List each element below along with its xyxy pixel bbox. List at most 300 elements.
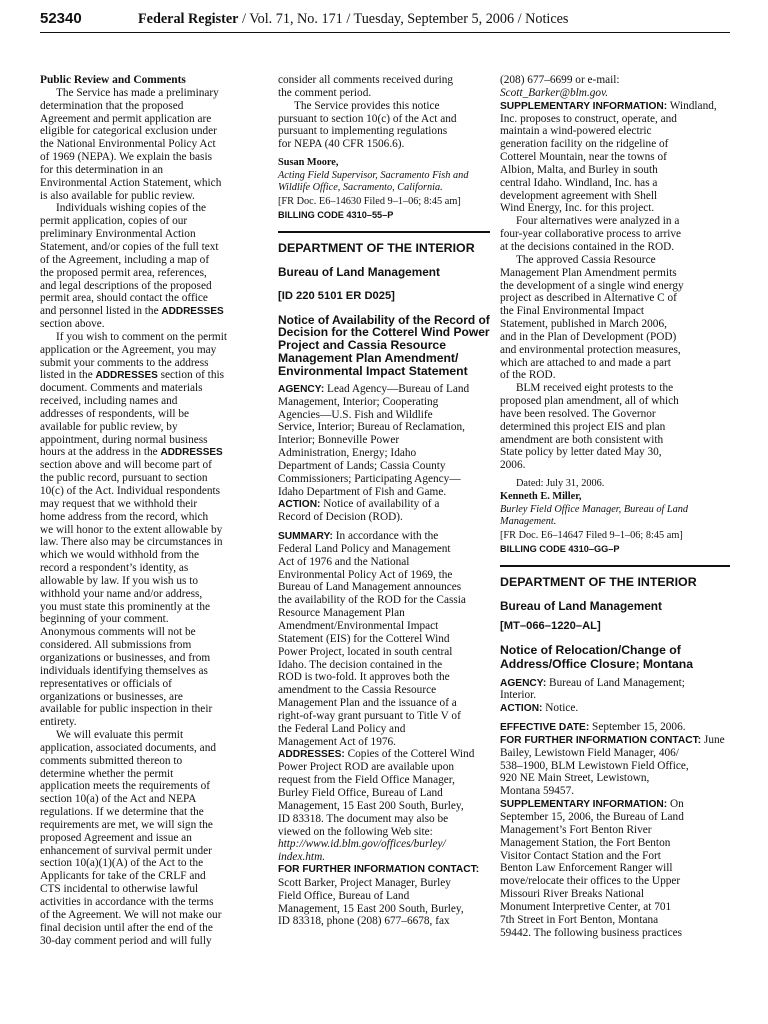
- summary-text-line: ROD is two-fold. It approves both the: [278, 671, 450, 684]
- text-run: the public record, pursuant to section: [40, 472, 208, 485]
- agency-text-line: Interior; Bonneville Power: [278, 434, 400, 447]
- body-line: [500, 138, 730, 151]
- addresses-url[interactable]: http://www.id.blm.gov/offices/burley/: [278, 838, 446, 851]
- further-info-text-line: Management, 15 East 200 South, Burley,: [278, 902, 464, 915]
- addresses-text-line: viewed on the following Web site:: [278, 825, 433, 838]
- text-run: have been resolved. The Governor: [500, 407, 656, 420]
- contact-email[interactable]: Scott_Barker@blm.gov.: [500, 86, 609, 99]
- agency-label: AGENCY:: [278, 383, 325, 395]
- body-line: [40, 883, 267, 896]
- body-line: [500, 318, 730, 331]
- section-divider: [500, 565, 730, 567]
- summary-text-line: Act of 1976 and the National: [278, 555, 410, 568]
- addresses-block: [278, 748, 490, 864]
- agency-text-line: Idaho Department of Fish and Game.: [278, 485, 447, 498]
- text-run: beginning of your comment.: [40, 613, 169, 626]
- body-line: [40, 472, 267, 485]
- text-run: maintain a wind-powered electric: [500, 125, 652, 138]
- body-line: [40, 806, 267, 819]
- signer-title-line: Wildlife Office, Sacramento, California.: [278, 181, 443, 193]
- body-line: [500, 408, 730, 421]
- summary-label: SUMMARY:: [278, 531, 333, 543]
- summary-text-line: the Federal Land Policy and: [278, 722, 406, 735]
- text-run: Statement, and/or copies of the full text: [40, 240, 219, 253]
- text-run: available for public inspection in their: [40, 703, 213, 716]
- body-line: [40, 536, 267, 549]
- text-run: appointment, during normal business: [40, 433, 208, 446]
- body-line: [40, 832, 267, 845]
- body-line: 59442. The following business practices: [500, 926, 683, 939]
- summary-text-line: Statement (EIS) for the Cotterel Wind: [278, 632, 450, 645]
- cross-reference: ADDRESSES: [95, 370, 158, 382]
- text-run: addresses of respondents, will be: [40, 407, 190, 420]
- body-line: [40, 254, 267, 267]
- body-line: [40, 395, 267, 408]
- body-line: [500, 369, 730, 382]
- body-line: [500, 395, 730, 408]
- text-run: section above and will become part of: [40, 459, 212, 472]
- text-run: may request that we withhold their: [40, 497, 198, 510]
- notice-title: [500, 643, 730, 671]
- body-line: [40, 190, 267, 203]
- body-line: [500, 382, 730, 395]
- text-run: Anonymous comments will not be: [40, 626, 196, 639]
- body-line: [40, 703, 267, 716]
- text-run: we will honor to the extent allowable by: [40, 523, 223, 536]
- body-line: [40, 716, 267, 729]
- body-line: [500, 421, 730, 434]
- text-run: of the ROD.: [500, 369, 556, 382]
- text-run: Inc. proposes to construct, operate, and: [500, 112, 677, 125]
- text-run: and environmental protection measures,: [500, 343, 681, 356]
- action-text: Notice of availability of a: [320, 498, 440, 511]
- fr-doc: [FR Doc. E6–14647 Filed 9–1–06; 8:45 am]: [500, 529, 683, 541]
- body-line: [40, 935, 267, 948]
- body-line: [40, 588, 267, 601]
- effective-date-label: EFFECTIVE DATE:: [500, 722, 590, 734]
- body-line: move/relocate their offices to the Upper: [500, 875, 681, 888]
- body-line: [40, 909, 267, 922]
- text-run: 2006.: [500, 459, 526, 472]
- summary-text-line: Management Act of 1976.: [278, 735, 396, 748]
- body-line: [40, 215, 267, 228]
- column-3: [500, 74, 730, 939]
- text-run: of the Agreement. We will not make our: [40, 908, 222, 921]
- publication-name: Federal Register: [138, 11, 239, 27]
- text-run: hours at the address in the: [40, 446, 161, 459]
- body-line: [40, 292, 267, 305]
- billing-code: BILLING CODE 4310–GG–P: [500, 543, 620, 554]
- body-line: [500, 357, 730, 370]
- body-line: [40, 241, 267, 254]
- body-line: [40, 344, 267, 357]
- text-run: organizations or businesses, and from: [40, 651, 211, 664]
- summary-text: In accordance with the: [332, 530, 439, 543]
- text-run: central Idaho. Windland, Inc. has a: [500, 176, 658, 189]
- body-line: [40, 408, 267, 421]
- text-run: representatives or officials of: [40, 677, 172, 690]
- docket-number: [ID 220 5101 ER D025]: [278, 289, 395, 302]
- text-run: determination that the proposed: [40, 99, 184, 112]
- text-run: pursuant to section 10(c) of the Act and: [278, 112, 457, 125]
- text-run: section 10(a)(1)(A) of the Act to the: [40, 857, 204, 870]
- text-run: The approved Cassia Resource: [516, 253, 656, 266]
- body-line: [278, 113, 490, 126]
- text-run: project as described in Alternative C of: [500, 292, 677, 305]
- body-line: [40, 267, 267, 280]
- body-line: 7th Street in Fort Benton, Montana: [500, 913, 659, 926]
- column-2-intro: [278, 74, 490, 151]
- body-line: [40, 113, 267, 126]
- body-line: [500, 215, 730, 228]
- text-run: section above.: [40, 318, 105, 331]
- further-info-text-line: Scott Barker, Project Manager, Burley: [278, 876, 451, 889]
- header-rule: [40, 32, 730, 33]
- body-line: [40, 549, 267, 562]
- body-line: [500, 113, 730, 126]
- signer-title: [500, 504, 730, 528]
- body-line: [40, 626, 267, 639]
- page-header: [40, 10, 730, 32]
- text-run: Cotterel Mountain, near the towns of: [500, 151, 667, 164]
- agency-block: [278, 383, 490, 499]
- signer-name: Kenneth E. Miller,: [500, 491, 582, 502]
- body-line: [40, 755, 267, 768]
- bureau-name: Bureau of Land Management: [278, 264, 440, 279]
- body-line: [40, 421, 267, 434]
- body-line: [500, 434, 730, 447]
- body-line: [40, 639, 267, 652]
- addresses-text-line: request from the Field Office Manager,: [278, 774, 455, 787]
- text-run: Wind Energy, Inc. for this project.: [500, 202, 655, 215]
- text-run: The Service provides this notice: [294, 99, 440, 112]
- body-line: [500, 125, 730, 138]
- supplementary-text: Windland,: [667, 99, 717, 112]
- body-line: [278, 138, 490, 151]
- body-line: [278, 74, 490, 87]
- body-line: [500, 190, 730, 203]
- body-line: Visitor Contact Station and the Fort: [500, 849, 661, 862]
- further-info-block: [278, 864, 490, 928]
- text-run: the National Environmental Policy Act: [40, 138, 216, 151]
- notice-title-line: Management Plan Amendment/: [278, 351, 459, 366]
- text-run: Statement, published in March 2006,: [500, 318, 667, 331]
- agency-text-line: Commissioners; Participating Agency—: [278, 472, 461, 485]
- notice-title-line: Address/Office Closure; Montana: [500, 656, 694, 671]
- dated-line: Dated: July 31, 2006.: [516, 478, 605, 490]
- text-run: BLM received eight protests to the: [516, 382, 674, 395]
- body-line: [500, 241, 730, 254]
- body-line: [40, 562, 267, 575]
- action-label: ACTION:: [500, 703, 543, 715]
- text-run: Individuals wishing copies of the: [56, 202, 206, 215]
- body-line: [40, 665, 267, 678]
- body-line: [40, 793, 267, 806]
- text-run: State policy by letter dated May 30,: [500, 446, 662, 459]
- body-line: [40, 780, 267, 793]
- body-line: [40, 280, 267, 293]
- text-run: application meets the requirements of: [40, 780, 211, 793]
- body-line: [40, 498, 267, 511]
- text-run: the proposed permit area, references,: [40, 266, 207, 279]
- text-run: proposed Agreement and issue an: [40, 831, 192, 844]
- body-line: [40, 870, 267, 883]
- body-line: [40, 459, 267, 472]
- body-line: [500, 254, 730, 267]
- text-run: of 1969 (NEPA). We explain the basis: [40, 151, 212, 164]
- addresses-text-line: Burley Field Office, Bureau of Land: [278, 786, 443, 799]
- addresses-text-line: ID 83318. The document may also be: [278, 812, 449, 825]
- body-line: [40, 524, 267, 537]
- bureau-name: Bureau of Land Management: [500, 598, 662, 613]
- supplementary-text: On: [667, 798, 684, 811]
- action-text-line: Record of Decision (ROD).: [278, 511, 403, 524]
- text-run: eligible for categorical exclusion under: [40, 125, 217, 138]
- issue-info: / Vol. 71, No. 171 / Tuesday, September 5, 2006 / Notices: [238, 11, 569, 27]
- text-run: proposed plan amendment, all of which: [500, 395, 679, 408]
- text-run: the Final Environmental Impact: [500, 305, 644, 318]
- supplementary-label: SUPPLEMENTARY INFORMATION:: [500, 799, 668, 811]
- signer-name: Susan Moore,: [278, 157, 339, 169]
- body-line: [40, 678, 267, 691]
- body-line: [40, 125, 267, 138]
- body-line: [500, 228, 730, 241]
- body-line: [40, 845, 267, 858]
- summary-text-line: the availability of the ROD for the Cassia: [278, 594, 466, 607]
- department-name: DEPARTMENT OF THE INTERIOR: [278, 240, 475, 255]
- text-run: permit application, copies of our: [40, 215, 188, 228]
- text-run: is also available for public review.: [40, 189, 195, 202]
- text-run: of the Agreement, including a map of: [40, 253, 210, 266]
- text-run: preliminary Environmental Action: [40, 228, 196, 241]
- agency-text-line: Agencies—U.S. Fish and Wildlife: [278, 408, 433, 421]
- addresses-label: ADDRESSES:: [278, 749, 345, 761]
- text-run: received, including names and: [40, 395, 178, 408]
- text-run: We will evaluate this permit: [56, 729, 184, 742]
- body-line: [278, 87, 490, 100]
- action-text: Notice.: [542, 702, 579, 715]
- body-line: [500, 459, 730, 472]
- body-line: [40, 228, 267, 241]
- text-run: application, associated documents, and: [40, 741, 216, 754]
- addresses-text: Copies of the Cotterel Wind: [344, 748, 475, 761]
- notice-title-line: Notice of Relocation/Change of: [500, 642, 681, 657]
- text-run: generation facility on the ridgeline of: [500, 138, 669, 151]
- text-run: submit your comments to the address: [40, 356, 209, 369]
- body-line: [40, 177, 267, 190]
- text-run: the comment period.: [278, 86, 372, 99]
- text-run: organizations or businesses, are: [40, 690, 183, 703]
- signer-title-line: Acting Field Supervisor, Sacramento Fish and: [278, 169, 469, 181]
- body-line: [40, 100, 267, 113]
- summary-text-line: Idaho. The decision contained in the: [278, 658, 443, 671]
- further-info-text: June: [701, 733, 725, 746]
- notice-title-line: Notice of Availability of the Record of: [278, 312, 490, 327]
- agency-text-line: Management, Interior; Cooperating: [278, 395, 439, 408]
- summary-text-line: Resource Management Plan: [278, 607, 405, 620]
- page-number: 52340: [40, 10, 82, 27]
- running-head: [138, 11, 568, 28]
- summary-block: [278, 530, 490, 748]
- cross-reference: ADDRESSES: [160, 447, 223, 459]
- text-run: home address from the record, which: [40, 510, 209, 523]
- text-run: allowable by law. If you wish us to: [40, 574, 199, 587]
- body-line: [40, 202, 267, 215]
- text-run: 10(c) of the Act. Individual respondents: [40, 485, 221, 497]
- text-run: Agreement and permit application are: [40, 112, 212, 125]
- notice-title-line: Project and Cassia Resource: [278, 338, 446, 353]
- further-info-text-line: 920 NE Main Street, Lewistown,: [500, 772, 650, 785]
- body-line: [40, 87, 267, 100]
- text-run: comments submitted thereon to: [40, 754, 183, 767]
- text-run: listed in the: [40, 369, 96, 382]
- agency-text: Bureau of Land Management;: [546, 676, 685, 689]
- addresses-text-line: Management, 15 East 200 South, Burley,: [278, 799, 464, 812]
- body-line: [40, 369, 267, 382]
- summary-text-line: Management Plan and the issuance of a: [278, 697, 457, 710]
- text-run: which we would withhold from the: [40, 549, 200, 562]
- body-line: [40, 485, 267, 498]
- body-line: [40, 896, 267, 909]
- text-run: The Service has made a preliminary: [56, 86, 219, 99]
- section-heading: Public Review and Comments: [40, 74, 186, 86]
- further-info-text-line: 538–1900, BLM Lewistown Field Office,: [500, 759, 689, 772]
- agency-text-line: Administration, Energy; Idaho: [278, 447, 417, 460]
- body-line: [40, 742, 267, 755]
- text-run: and in the Plan of Development (POD): [500, 330, 677, 343]
- agency-text: Lead Agency—Bureau of Land: [324, 382, 470, 395]
- body-line: [500, 331, 730, 344]
- body-line: [500, 292, 730, 305]
- text-run: amendment are both consistent with: [500, 433, 664, 446]
- addresses-url[interactable]: index.htm.: [278, 851, 326, 864]
- body-line: [40, 151, 267, 164]
- text-run: final decision until after the end of the: [40, 921, 213, 934]
- body-line: [40, 922, 267, 935]
- text-run: and personnel listed in the: [40, 305, 162, 318]
- text-run: permit area, should contact the office: [40, 292, 208, 305]
- text-run: determine whether the permit: [40, 767, 174, 780]
- body-line: [40, 357, 267, 370]
- text-run: record a respondent’s identity, as: [40, 562, 189, 575]
- body-line: [40, 382, 267, 395]
- further-info-label: FOR FURTHER INFORMATION CONTACT:: [278, 864, 480, 876]
- body-line: September 15, 2006, the Bureau of Land: [500, 810, 684, 823]
- summary-text-line: Power Project, located in south central: [278, 645, 453, 658]
- text-run: document. Comments and materials: [40, 382, 203, 395]
- further-info-text-line: Bailey, Lewistown Field Manager, 406/: [500, 746, 679, 759]
- text-run: you must state this prominently at the: [40, 600, 211, 613]
- agency-label: AGENCY:: [500, 677, 547, 689]
- billing-code: BILLING CODE 4310–55–P: [278, 209, 394, 220]
- text-run: section of this: [157, 369, 225, 382]
- further-info-text-line: ID 83318, phone (208) 677–6678, fax: [278, 915, 450, 928]
- body-line: [40, 729, 267, 742]
- body-line: [500, 280, 730, 293]
- summary-text-line: Environmental Policy Act of 1969, the: [278, 568, 453, 581]
- text-run: considered. All submissions from: [40, 639, 192, 652]
- signer-title-line: Management.: [500, 515, 557, 527]
- text-run: CTS incidental to otherwise lawful: [40, 883, 199, 896]
- body-line: [40, 857, 267, 870]
- text-run: entirety.: [40, 716, 77, 729]
- text-run: Four alternatives were analyzed in a: [516, 215, 680, 228]
- text-run: individuals identifying themselves as: [40, 664, 208, 677]
- text-run: If you wish to comment on the permit: [56, 330, 227, 343]
- text-run: available for public review, by: [40, 420, 178, 433]
- body-line: [40, 819, 267, 832]
- column-1: [40, 74, 267, 947]
- column-2: [278, 74, 490, 928]
- body-line: [40, 511, 267, 524]
- text-run: for this determination in an: [40, 163, 163, 176]
- text-run: four-year collaborative process to arrive: [500, 228, 682, 241]
- text-run: activities in accordance with the terms: [40, 896, 214, 908]
- body-line: [40, 691, 267, 704]
- agency-text-line: Service, Interior; Bureau of Reclamation,: [278, 421, 465, 434]
- body-line: [500, 202, 730, 215]
- action-label: ACTION:: [278, 499, 321, 511]
- further-info-label: FOR FURTHER INFORMATION CONTACT:: [500, 734, 702, 746]
- text-run: withhold your name and/or address,: [40, 587, 203, 600]
- body-line: Management’s Fort Benton River: [500, 823, 652, 836]
- body-line: [40, 446, 267, 459]
- text-run: requirements are met, we will sign the: [40, 818, 213, 831]
- body-line: [40, 164, 267, 177]
- agency-text-line: Department of Lands; Cassia County: [278, 459, 446, 472]
- text-run: and legal descriptions of the proposed: [40, 279, 212, 292]
- contact-line: (208) 677–6699 or e-mail:: [500, 74, 620, 86]
- body-line: [40, 601, 267, 614]
- notice-title-line: Decision for the Cotterel Wind Power: [278, 325, 490, 340]
- body-line: [40, 613, 267, 626]
- section-divider: [278, 231, 490, 233]
- body-line: [40, 305, 267, 318]
- text-run: regulations. If we determine that the: [40, 806, 204, 819]
- body-line: [40, 652, 267, 665]
- text-run: Applicants for take of the CRLF and: [40, 870, 206, 883]
- text-run: consider all comments received during: [278, 74, 454, 86]
- body-line: [500, 151, 730, 164]
- body-line: [500, 305, 730, 318]
- text-run: pursuant to implementing regulations: [278, 125, 448, 138]
- text-run: at the decisions contained in the ROD.: [500, 240, 675, 253]
- body-line: [500, 344, 730, 357]
- body-line: [500, 267, 730, 280]
- body-line: [278, 100, 490, 113]
- department-name: DEPARTMENT OF THE INTERIOR: [500, 574, 697, 589]
- summary-text-line: amendment to the Cassia Resource: [278, 684, 437, 697]
- summary-text-line: Bureau of Land Management announces: [278, 581, 462, 594]
- text-run: application or the Agreement, you may: [40, 343, 217, 356]
- effective-date-text: September 15, 2006.: [589, 721, 686, 734]
- signer-title-line: Burley Field Office Manager, Bureau of Land: [500, 503, 689, 515]
- summary-text-line: Amendment/Environmental Impact: [278, 620, 439, 632]
- text-run: the development of a single wind energy: [500, 279, 684, 292]
- further-info-text-line: Field Office, Bureau of Land: [278, 889, 410, 902]
- docket-number: [MT–066–1220–AL]: [500, 619, 601, 632]
- text-run: Management Plan Amendment permits: [500, 266, 677, 279]
- body-line: [500, 446, 730, 459]
- text-run: Environmental Action Statement, which: [40, 176, 222, 189]
- body-line: Missouri River Breaks National: [500, 888, 645, 901]
- text-run: Albion, Malta, and Burley in south: [500, 163, 658, 176]
- supplementary-label: SUPPLEMENTARY INFORMATION:: [500, 100, 668, 112]
- body-line: [500, 164, 730, 177]
- body-line: [500, 177, 730, 190]
- signer-title: [278, 170, 490, 194]
- summary-text-line: Federal Land Policy and Management: [278, 542, 451, 555]
